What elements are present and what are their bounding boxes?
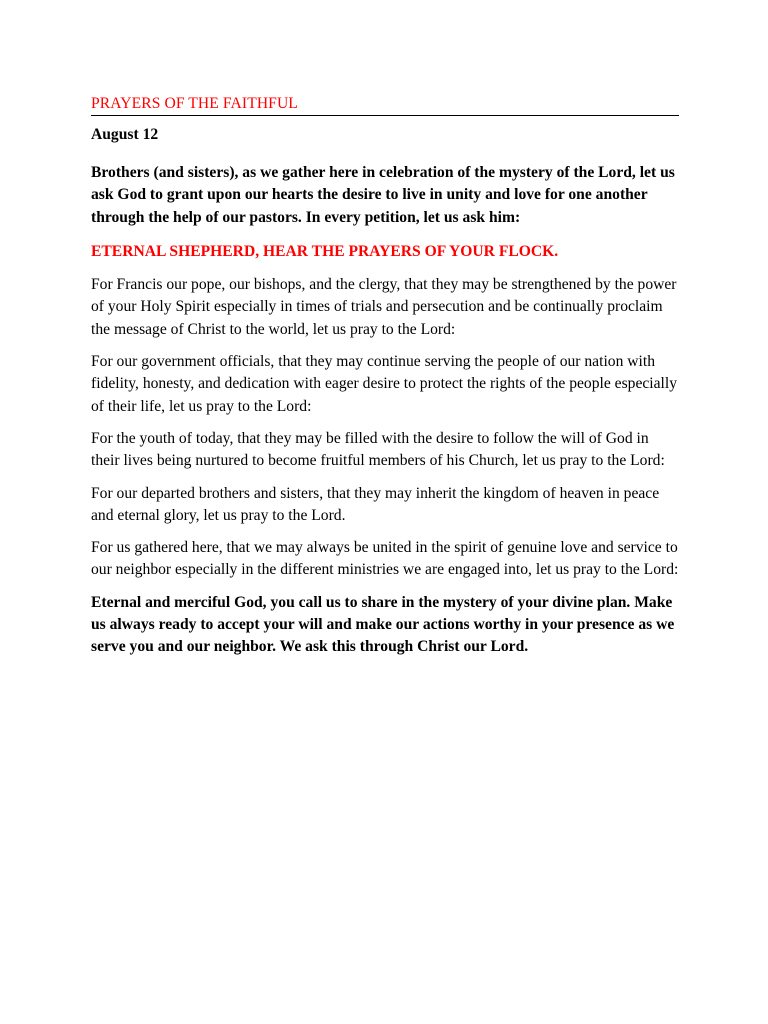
response-refrain: ETERNAL SHEPHERD, HEAR THE PRAYERS OF YOUR FLOCK. [91,242,559,260]
intro-paragraph: Brothers (and sisters), as we gather here in celebration of the mystery of the Lord, let us ask God to grant upon our hearts the desire to live in unity and love for one another through the help of our pastors. In every petition, let us ask him: [91,164,675,226]
document-page [91,94,679,659]
closing-prayer: Eternal and merciful God, you call us to share in the mystery of your divine plan. Make us always ready to accept your will and make our actions worthy in your presence as we serve you and our neighbor. We ask this through Christ our Lord. [91,593,675,656]
petition-pope: For Francis our pope, our bishops, and the clergy, that they may be strengthened by the power of your Holy Spirit especially in times of trials and persecution and be continually proclaim the message of Christ to the world, let us pray to the Lord: [91,276,677,338]
petition-gathered: For us gathered here, that we may always be united in the spirit of genuine love and service to our neighbor especially in the different ministries we are engaged into, let us pray to the Lord: [91,539,679,579]
document-heading: PRAYERS OF THE FAITHFUL [91,94,679,116]
petition-youth: For the youth of today, that they may be filled with the desire to follow the will of God in their lives being nurtured to become fruitful members of his Church, let us pray to the Lord: [91,429,665,470]
petition-departed: For our departed brothers and sisters, that they may inherit the kingdom of heaven in peace and eternal glory, let us pray to the Lord. [91,484,660,524]
document-date: August 12 [91,126,159,143]
petition-government: For our government officials, that they may continue serving the people of our nation with fidelity, honesty, and dedication with eager desire to protect the rights of the people especially of their life, let us pray to the Lord: [91,353,678,415]
